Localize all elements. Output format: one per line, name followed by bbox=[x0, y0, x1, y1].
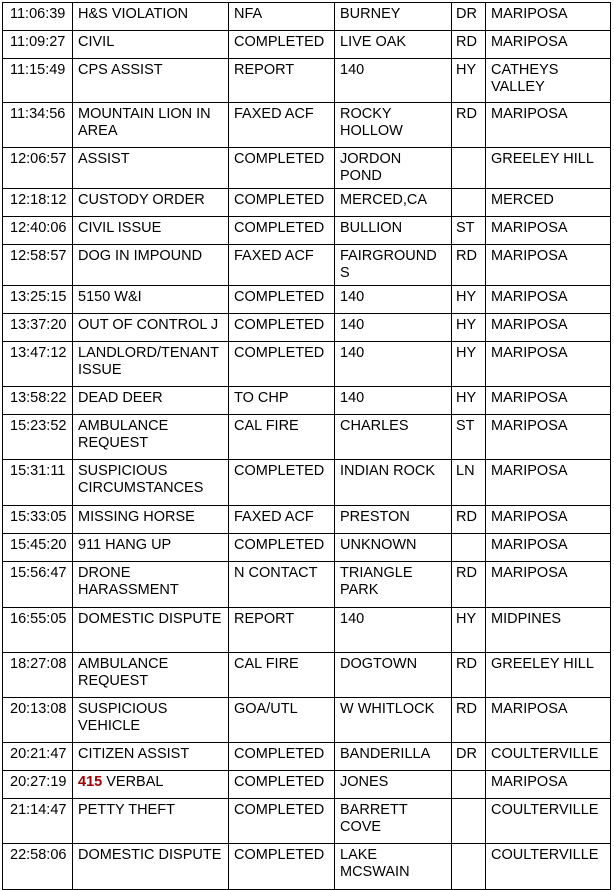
street-suffix-cell bbox=[452, 844, 486, 890]
time-cell: 15:31:11 bbox=[3, 460, 73, 506]
table-row bbox=[3, 771, 611, 799]
time-cell: 12:58:57 bbox=[3, 245, 73, 286]
city-cell: MARIPOSA bbox=[486, 217, 611, 245]
street-suffix-cell bbox=[452, 189, 486, 217]
disposition-cell: COMPLETED bbox=[229, 148, 335, 189]
city-cell: GREELEY HILL bbox=[486, 148, 611, 189]
time-cell: 15:23:52 bbox=[3, 415, 73, 460]
call-log-table bbox=[2, 2, 611, 890]
street-cell: JORDON POND bbox=[335, 148, 452, 189]
incident-type-cell: DOMESTIC DISPUTE bbox=[73, 844, 229, 890]
city-cell: MIDPINES bbox=[486, 608, 611, 653]
table-row bbox=[3, 653, 611, 698]
disposition-cell: COMPLETED bbox=[229, 799, 335, 844]
table-row bbox=[3, 387, 611, 415]
time-cell: 18:27:08 bbox=[3, 653, 73, 698]
city-cell: MARIPOSA bbox=[486, 562, 611, 608]
street-cell: 140 bbox=[335, 387, 452, 415]
incident-type-cell: OUT OF CONTROL J bbox=[73, 314, 229, 342]
disposition-cell: COMPLETED bbox=[229, 31, 335, 59]
street-cell: FAIRGROUNDS bbox=[335, 245, 452, 286]
disposition-cell: COMPLETED bbox=[229, 844, 335, 890]
city-cell: MARIPOSA bbox=[486, 415, 611, 460]
street-cell: CHARLES bbox=[335, 415, 452, 460]
disposition-cell: FAXED ACF bbox=[229, 245, 335, 286]
incident-type-cell: SUSPICIOUS CIRCUMSTANCES bbox=[73, 460, 229, 506]
time-cell: 13:25:15 bbox=[3, 286, 73, 314]
penal-code: 415 bbox=[78, 774, 103, 790]
street-suffix-cell: HY bbox=[452, 342, 486, 387]
disposition-cell: REPORT bbox=[229, 608, 335, 653]
city-cell: MERCED bbox=[486, 189, 611, 217]
street-cell: 140 bbox=[335, 59, 452, 103]
disposition-cell: N CONTACT bbox=[229, 562, 335, 608]
city-cell: MARIPOSA bbox=[486, 506, 611, 534]
street-cell: BANDERILLA bbox=[335, 743, 452, 771]
time-cell: 11:06:39 bbox=[3, 3, 73, 31]
time-cell: 12:06:57 bbox=[3, 148, 73, 189]
table-row bbox=[3, 148, 611, 189]
city-cell: MARIPOSA bbox=[486, 698, 611, 743]
table-row bbox=[3, 31, 611, 59]
street-cell: ROCKY HOLLOW bbox=[335, 103, 452, 148]
street-cell: 140 bbox=[335, 314, 452, 342]
disposition-cell: TO CHP bbox=[229, 387, 335, 415]
incident-type-cell: DOMESTIC DISPUTE bbox=[73, 608, 229, 653]
street-cell: PRESTON bbox=[335, 506, 452, 534]
incident-type-cell: 5150 W&I bbox=[73, 286, 229, 314]
table-row bbox=[3, 59, 611, 103]
time-cell: 15:56:47 bbox=[3, 562, 73, 608]
incident-type-cell: CPS ASSIST bbox=[73, 59, 229, 103]
city-cell: COULTERVILLE bbox=[486, 743, 611, 771]
time-cell: 16:55:05 bbox=[3, 608, 73, 653]
street-suffix-cell: ST bbox=[452, 217, 486, 245]
table-row bbox=[3, 314, 611, 342]
time-cell: 13:37:20 bbox=[3, 314, 73, 342]
street-cell: 140 bbox=[335, 286, 452, 314]
incident-type-cell: AMBULANCE REQUEST bbox=[73, 653, 229, 698]
street-cell: BURNEY bbox=[335, 3, 452, 31]
street-suffix-cell: HY bbox=[452, 608, 486, 653]
time-cell: 20:13:08 bbox=[3, 698, 73, 743]
street-suffix-cell: RD bbox=[452, 506, 486, 534]
table-row bbox=[3, 698, 611, 743]
disposition-cell: FAXED ACF bbox=[229, 103, 335, 148]
table-row bbox=[3, 562, 611, 608]
street-suffix-cell: HY bbox=[452, 286, 486, 314]
incident-type-cell bbox=[73, 771, 229, 799]
disposition-cell: COMPLETED bbox=[229, 314, 335, 342]
incident-type-cell: CIVIL bbox=[73, 31, 229, 59]
incident-type-cell: LANDLORD/TENANT ISSUE bbox=[73, 342, 229, 387]
street-suffix-cell bbox=[452, 534, 486, 562]
incident-type-cell: SUSPICIOUS VEHICLE bbox=[73, 698, 229, 743]
table-row bbox=[3, 460, 611, 506]
time-cell: 13:47:12 bbox=[3, 342, 73, 387]
city-cell: MARIPOSA bbox=[486, 771, 611, 799]
street-suffix-cell: HY bbox=[452, 314, 486, 342]
table-row bbox=[3, 217, 611, 245]
table-row bbox=[3, 534, 611, 562]
incident-type-cell: CUSTODY ORDER bbox=[73, 189, 229, 217]
city-cell: MARIPOSA bbox=[486, 31, 611, 59]
street-suffix-cell: DR bbox=[452, 3, 486, 31]
street-suffix-cell bbox=[452, 799, 486, 844]
street-suffix-cell: LN bbox=[452, 460, 486, 506]
street-suffix-cell bbox=[452, 771, 486, 799]
table-row bbox=[3, 844, 611, 890]
city-cell: MARIPOSA bbox=[486, 103, 611, 148]
table-row bbox=[3, 608, 611, 653]
city-cell: MARIPOSA bbox=[486, 3, 611, 31]
time-cell: 15:45:20 bbox=[3, 534, 73, 562]
street-suffix-cell: RD bbox=[452, 245, 486, 286]
disposition-cell: NFA bbox=[229, 3, 335, 31]
disposition-cell: COMPLETED bbox=[229, 217, 335, 245]
table-row bbox=[3, 189, 611, 217]
disposition-cell: CAL FIRE bbox=[229, 653, 335, 698]
table-row bbox=[3, 415, 611, 460]
street-cell: BARRETT COVE bbox=[335, 799, 452, 844]
street-suffix-cell: ST bbox=[452, 415, 486, 460]
table-row bbox=[3, 103, 611, 148]
street-cell: TRIANGLE PARK bbox=[335, 562, 452, 608]
table-row bbox=[3, 743, 611, 771]
disposition-cell: COMPLETED bbox=[229, 534, 335, 562]
street-cell: LIVE OAK bbox=[335, 31, 452, 59]
table-row bbox=[3, 245, 611, 286]
street-cell: BULLION bbox=[335, 217, 452, 245]
incident-type-cell: ASSIST bbox=[73, 148, 229, 189]
street-cell: INDIAN ROCK bbox=[335, 460, 452, 506]
incident-type-cell: PETTY THEFT bbox=[73, 799, 229, 844]
incident-type-cell: CIVIL ISSUE bbox=[73, 217, 229, 245]
street-cell: JONES bbox=[335, 771, 452, 799]
time-cell: 22:58:06 bbox=[3, 844, 73, 890]
street-cell: 140 bbox=[335, 342, 452, 387]
disposition-cell: COMPLETED bbox=[229, 460, 335, 506]
street-suffix-cell: HY bbox=[452, 59, 486, 103]
table-row bbox=[3, 506, 611, 534]
incident-type-cell: H&S VIOLATION bbox=[73, 3, 229, 31]
city-cell: COULTERVILLE bbox=[486, 799, 611, 844]
street-suffix-cell: RD bbox=[452, 31, 486, 59]
disposition-cell: COMPLETED bbox=[229, 189, 335, 217]
disposition-cell: COMPLETED bbox=[229, 342, 335, 387]
table-row bbox=[3, 286, 611, 314]
time-cell: 20:21:47 bbox=[3, 743, 73, 771]
incident-type-cell: MISSING HORSE bbox=[73, 506, 229, 534]
incident-type-cell: CITIZEN ASSIST bbox=[73, 743, 229, 771]
incident-type-cell: MOUNTAIN LION IN AREA bbox=[73, 103, 229, 148]
street-cell: W WHITLOCK bbox=[335, 698, 452, 743]
table-row bbox=[3, 342, 611, 387]
street-cell: MERCED,CA bbox=[335, 189, 452, 217]
disposition-cell: CAL FIRE bbox=[229, 415, 335, 460]
incident-type-cell: AMBULANCE REQUEST bbox=[73, 415, 229, 460]
city-cell: MARIPOSA bbox=[486, 342, 611, 387]
street-suffix-cell: RD bbox=[452, 653, 486, 698]
disposition-cell: COMPLETED bbox=[229, 286, 335, 314]
time-cell: 11:15:49 bbox=[3, 59, 73, 103]
street-cell: UNKNOWN bbox=[335, 534, 452, 562]
disposition-cell: COMPLETED bbox=[229, 743, 335, 771]
city-cell: GREELEY HILL bbox=[486, 653, 611, 698]
disposition-cell: COMPLETED bbox=[229, 771, 335, 799]
street-suffix-cell: RD bbox=[452, 698, 486, 743]
street-suffix-cell: HY bbox=[452, 387, 486, 415]
table-row bbox=[3, 799, 611, 844]
city-cell: MARIPOSA bbox=[486, 534, 611, 562]
street-suffix-cell bbox=[452, 148, 486, 189]
incident-text: VERBAL bbox=[106, 774, 164, 790]
disposition-cell: GOA/UTL bbox=[229, 698, 335, 743]
city-cell: MARIPOSA bbox=[486, 460, 611, 506]
table-row bbox=[3, 3, 611, 31]
city-cell: MARIPOSA bbox=[486, 245, 611, 286]
time-cell: 15:33:05 bbox=[3, 506, 73, 534]
time-cell: 11:34:56 bbox=[3, 103, 73, 148]
street-cell: LAKE MCSWAIN bbox=[335, 844, 452, 890]
incident-type-cell: 911 HANG UP bbox=[73, 534, 229, 562]
city-cell: MARIPOSA bbox=[486, 314, 611, 342]
incident-type-cell: DRONE HARASSMENT bbox=[73, 562, 229, 608]
time-cell: 20:27:19 bbox=[3, 771, 73, 799]
city-cell: COULTERVILLE bbox=[486, 844, 611, 890]
street-suffix-cell: RD bbox=[452, 562, 486, 608]
street-cell: DOGTOWN bbox=[335, 653, 452, 698]
time-cell: 11:09:27 bbox=[3, 31, 73, 59]
city-cell: MARIPOSA bbox=[486, 387, 611, 415]
city-cell: CATHEYS VALLEY bbox=[486, 59, 611, 103]
time-cell: 21:14:47 bbox=[3, 799, 73, 844]
city-cell: MARIPOSA bbox=[486, 286, 611, 314]
street-suffix-cell: DR bbox=[452, 743, 486, 771]
disposition-cell: FAXED ACF bbox=[229, 506, 335, 534]
disposition-cell: REPORT bbox=[229, 59, 335, 103]
street-cell: 140 bbox=[335, 608, 452, 653]
time-cell: 12:18:12 bbox=[3, 189, 73, 217]
street-suffix-cell: RD bbox=[452, 103, 486, 148]
time-cell: 13:58:22 bbox=[3, 387, 73, 415]
incident-type-cell: DEAD DEER bbox=[73, 387, 229, 415]
time-cell: 12:40:06 bbox=[3, 217, 73, 245]
incident-type-cell: DOG IN IMPOUND bbox=[73, 245, 229, 286]
